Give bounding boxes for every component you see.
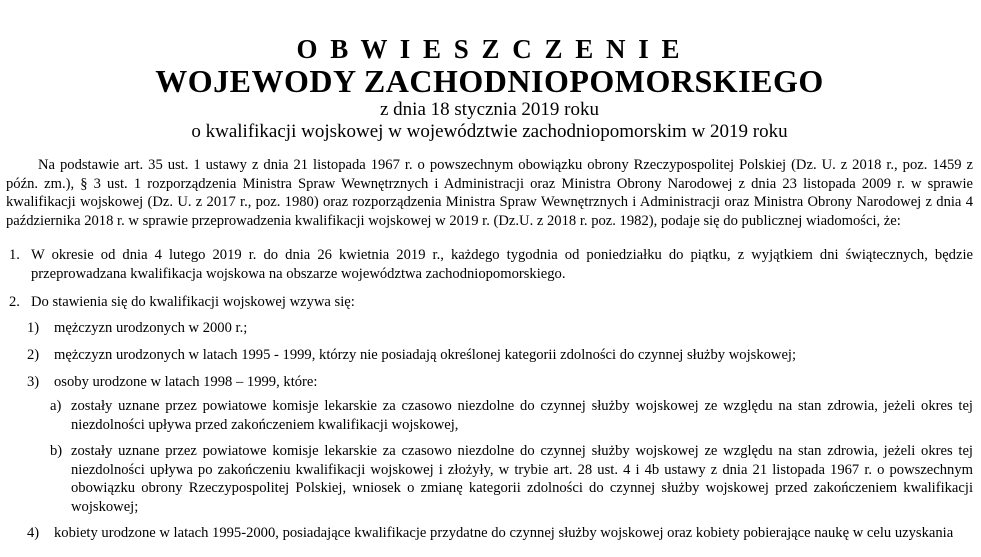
list-item-2-3-a <box>50 397 973 434</box>
list-item-1 <box>9 246 973 283</box>
document-title-main: O B W I E S Z C Z E N I E <box>296 34 683 64</box>
list-item-2-3 <box>27 373 973 392</box>
list-item-2-1-marker: 1) <box>27 319 40 336</box>
list-item-2-4-clipped <box>27 524 973 543</box>
list-item-2-2 <box>27 346 973 365</box>
list-item-2-3-b <box>50 442 973 516</box>
document-date-line: z dnia 18 stycznia 2019 roku <box>380 98 599 120</box>
list-item-2-3-b-text: zostały uznane przez powiatowe komisje lekarskie za czasowo niezdolne do czynnej służby wojskowej ze względu na stan zdrowia, jeżeli okres tej niezdolności upływa po zakończeniu kwalifikacji wojskowej i złożyły, w trybie art. 28 ust. 4 i 4b ustawy z dnia 21 listopada 1967 r. o powszechnym obowiązku obrony Rzeczypospolitej Polskiej, wniosek o zmianę kategorii zdolności do czynnej służby wojskowej przed zakończeniem kwalifikacji wojskowej; <box>71 443 973 515</box>
intro-paragraph: Na podstawie art. 35 ust. 1 ustawy z dnia 21 listopada 1967 r. o powszechnym obowiązku obrony Rzeczypospolitej Polskiej (Dz. U. z 2018 r., poz. 1459 z późn. zm.), § 3 ust. 1 rozporządzenia Ministra Spraw Wewnętrznych i Administracji oraz Ministra Obrony Narodowej z dnia 23 listopada 2009 r. w sprawie kwalifikacji wojskowej (Dz. U. z 2017 r., poz. 1980) oraz rozporządzenia Ministra Spraw Wewnętrznych i Administracji oraz Ministra Obrony Narodowej z dnia 4 października 2018 r. w sprawie przeprowadzenia kwalifikacji wojskowej w 2019 r. (Dz.U. z 2018 r. poz. 1982), podaje się do publicznej wiadomości, że: <box>6 157 973 229</box>
list-item-2-4-text: kobiety urodzone w latach 1995-2000, posiadające kwalifikacje przydatne do czynnej służby wojskowej oraz kobiety pobierające naukę w celu uzyskania <box>54 525 954 542</box>
list-item-2-2-marker: 2) <box>27 346 40 363</box>
list-item-2-3-a-marker: a) <box>50 398 62 415</box>
list-item-2-marker: 2. <box>9 294 20 311</box>
list-item-2-1-text: mężczyzn urodzonych w 2000 r.; <box>54 319 248 336</box>
list-item-2-3-b-marker: b) <box>50 443 63 460</box>
list-item-2-3-marker: 3) <box>27 373 40 390</box>
list-item-1-text: W okresie od dnia 4 lutego 2019 r. do dnia 26 kwietnia 2019 r., każdego tygodnia od poniedziałku do piątku, z wyjątkiem dni świątecznych, będzie przeprowadzana kwalifikacja wojskowa na obszarze województwa zachodniopomorskiego. <box>31 247 973 282</box>
document-body <box>6 156 973 543</box>
list-item-2-1 <box>27 319 973 338</box>
list-item-1-marker: 1. <box>9 247 20 264</box>
list-item-2 <box>9 293 973 312</box>
list-item-2-3-text: osoby urodzone w latach 1998 – 1999, które: <box>54 373 318 390</box>
list-item-2-4-marker: 4) <box>27 525 40 542</box>
list-item-2-2-text: mężczyzn urodzonych w latach 1995 - 1999, którzy nie posiadają określonej kategorii zdolności do czynnej służby wojskowej; <box>54 346 797 363</box>
list-item-2-text: Do stawienia się do kwalifikacji wojskowej wzywa się: <box>31 294 355 311</box>
document-title-authority: WOJEWODY ZACHODNIOPOMORSKIEGO <box>155 63 824 100</box>
list-item-2-3-a-text: zostały uznane przez powiatowe komisje lekarskie za czasowo niezdolne do czynnej służby wojskowej ze względu na stan zdrowia, jeżeli okres tej niezdolności upływa przed zakończeniem kwalifikacji wojskowej, <box>71 398 973 433</box>
document-subject-line: o kwalifikacji wojskowej w województwie zachodniopomorskim w 2019 roku <box>191 121 788 143</box>
